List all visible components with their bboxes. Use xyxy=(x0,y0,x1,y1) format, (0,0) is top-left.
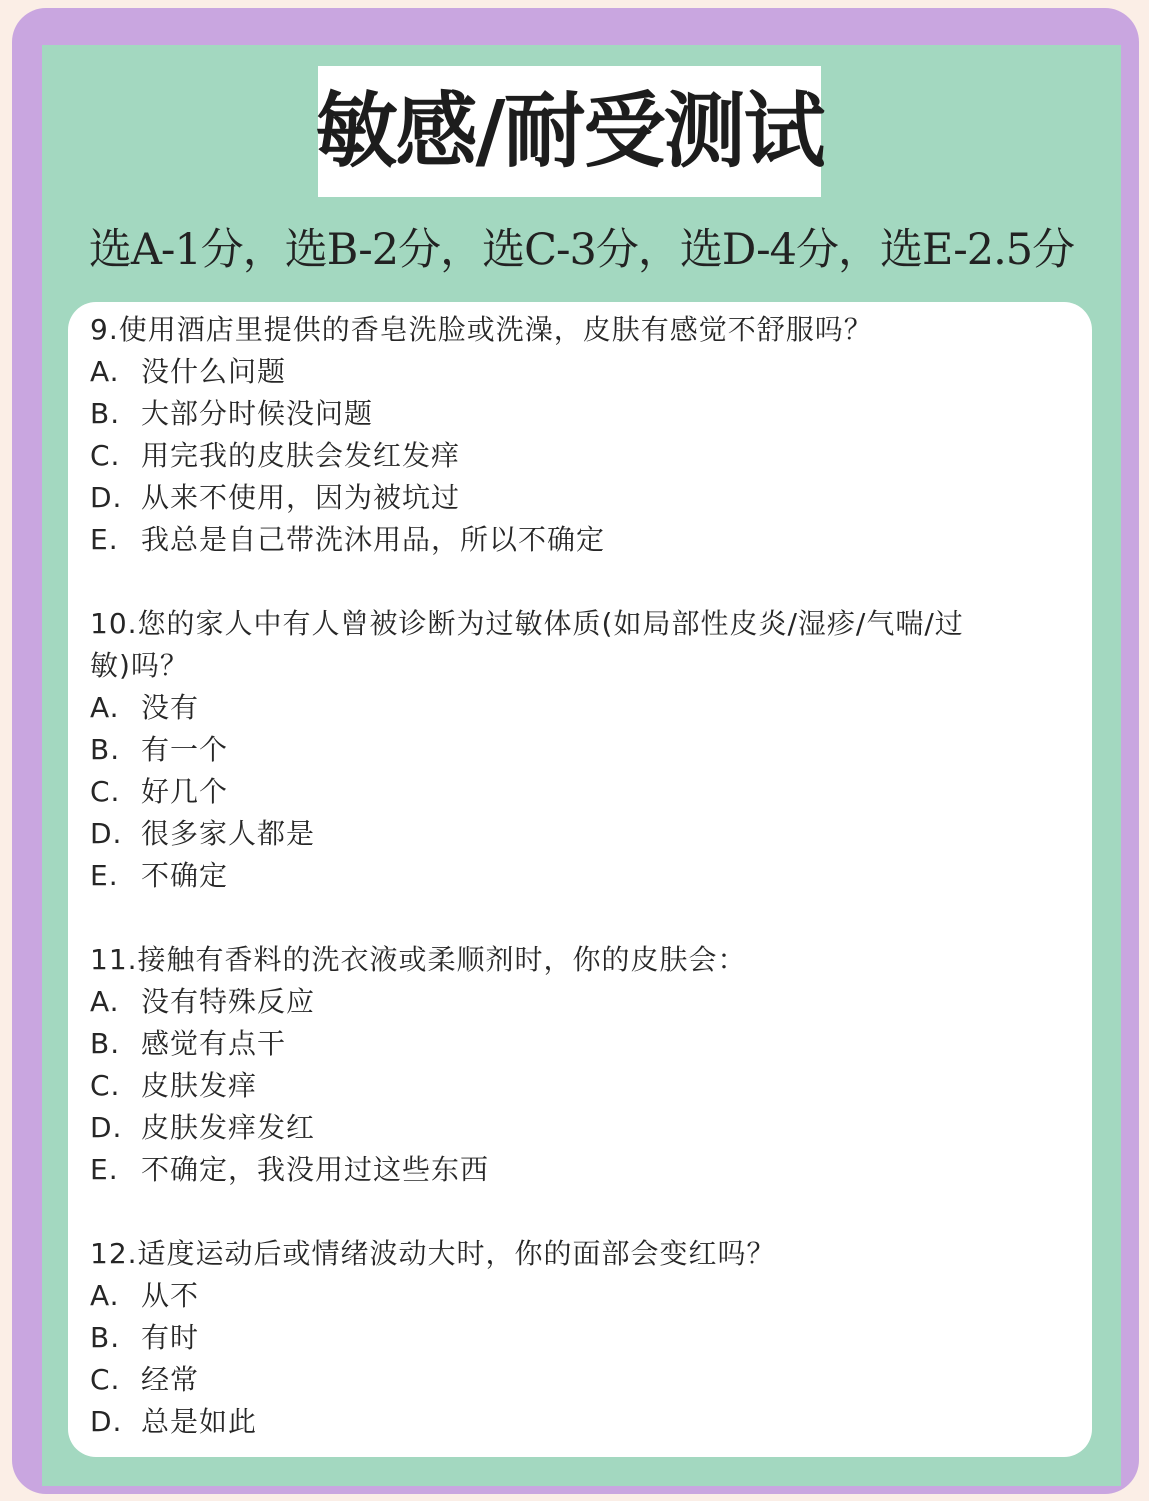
option-letter: C. xyxy=(90,775,121,808)
option-letter: A. xyxy=(90,985,120,1018)
option-letter: B. xyxy=(90,1027,121,1060)
option-text: 用完我的皮肤会发红发痒 xyxy=(141,439,461,472)
option-text: 不确定，我没用过这些东西 xyxy=(141,1153,490,1186)
option-letter: C. xyxy=(90,439,121,472)
option-letter: A. xyxy=(90,355,120,388)
option-letter: A. xyxy=(90,1279,120,1312)
option-text: 我总是自己带洗沐用品，所以不确定 xyxy=(141,523,606,556)
title-box xyxy=(315,66,824,197)
option-d xyxy=(90,1401,1080,1443)
questions-list xyxy=(90,309,1080,1485)
page-title: 敏感/耐受测试 xyxy=(315,83,824,179)
question-text: 10.您的家人中有人曾被诊断为过敏体质(如局部性皮炎/湿疹/气喘/过 xyxy=(90,607,964,640)
option-d xyxy=(90,1107,1080,1149)
option-d xyxy=(90,477,1080,519)
option-letter: B. xyxy=(90,1321,121,1354)
option-c xyxy=(90,1359,1080,1401)
question-10 xyxy=(90,603,1080,897)
option-text: 大部分时候没问题 xyxy=(141,397,374,430)
option-letter: C. xyxy=(90,1069,121,1102)
option-c xyxy=(90,771,1080,813)
option-text: 总是如此 xyxy=(141,1405,258,1438)
option-text: 从不 xyxy=(141,1279,200,1312)
option-text: 没有特殊反应 xyxy=(141,985,316,1018)
option-letter: D. xyxy=(90,481,123,514)
option-text: 经常 xyxy=(141,1363,200,1396)
option-c xyxy=(90,435,1080,477)
option-text: 很多家人都是 xyxy=(141,817,316,850)
option-e xyxy=(90,1149,1080,1191)
question-text: 11.接触有香料的洗衣液或柔顺剂时，你的皮肤会： xyxy=(90,943,747,976)
option-letter: D. xyxy=(90,1405,123,1438)
option-a xyxy=(90,1275,1080,1317)
option-letter: C. xyxy=(90,1363,121,1396)
scoring-rule: 选A-1分，选B-2分，选C-3分，选D-4分，选E-2.5分 xyxy=(88,225,1075,275)
option-text: 从来不使用，因为被坑过 xyxy=(141,481,461,514)
option-text: 有一个 xyxy=(141,733,229,766)
option-text: 好几个 xyxy=(141,775,229,808)
option-c xyxy=(90,1065,1080,1107)
option-e xyxy=(90,855,1080,897)
option-text: 没有 xyxy=(141,691,200,724)
option-b xyxy=(90,1023,1080,1065)
option-a xyxy=(90,351,1080,393)
option-b xyxy=(90,729,1080,771)
option-text: 皮肤发痒 xyxy=(141,1069,258,1102)
option-d xyxy=(90,813,1080,855)
option-text: 没什么问题 xyxy=(141,355,287,388)
option-letter: D. xyxy=(90,817,123,850)
option-b xyxy=(90,393,1080,435)
question-text: 12.适度运动后或情绪波动大时，你的面部会变红吗？ xyxy=(90,1237,776,1270)
question-9 xyxy=(90,309,1080,561)
option-letter: E. xyxy=(90,1153,119,1186)
option-text: 不确定 xyxy=(141,859,229,892)
question-text: 9.使用酒店里提供的香皂洗脸或洗澡，皮肤有感觉不舒服吗？ xyxy=(90,313,873,346)
question-text-continued: 敏)吗？ xyxy=(90,649,189,682)
option-letter: D. xyxy=(90,1111,123,1144)
option-text: 皮肤发痒发红 xyxy=(141,1111,316,1144)
option-b xyxy=(90,1317,1080,1359)
question-11 xyxy=(90,939,1080,1191)
option-a xyxy=(90,687,1080,729)
option-e xyxy=(90,519,1080,561)
option-letter: B. xyxy=(90,397,121,430)
option-text: 有时 xyxy=(141,1321,200,1354)
option-text: 感觉有点干 xyxy=(141,1027,287,1060)
option-letter: E. xyxy=(90,523,119,556)
option-letter: A. xyxy=(90,691,120,724)
question-12 xyxy=(90,1233,1080,1443)
option-a xyxy=(90,981,1080,1023)
option-letter: E. xyxy=(90,859,119,892)
option-letter: B. xyxy=(90,733,121,766)
